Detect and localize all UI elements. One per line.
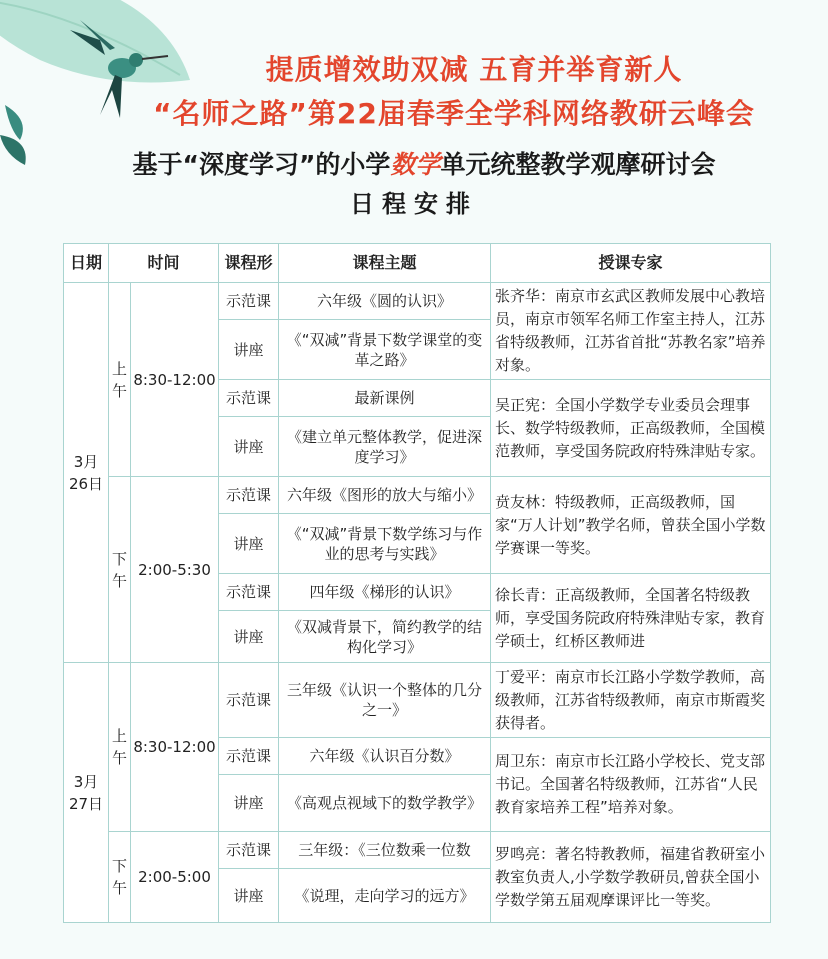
expert-cell: 吴正宪：全国小学数学专业委员会理事长、数学特级教师，正高级教师，全国模范教师，享受国务院政府特殊津贴专家。 (491, 380, 771, 477)
type-cell: 讲座 (219, 417, 279, 477)
topic-cell: 《“双减”背景下数学练习与作业的思考与实践》 (279, 514, 491, 574)
expert-cell: 丁爱平：南京市长江路小学数学教师，高级教师，江苏省特级教师，南京市斯霞奖获得者。 (491, 663, 771, 738)
slogan-title: 提质增效助双减 五育并举育新人 (265, 53, 683, 86)
seminar-title (10, 145, 828, 181)
time-cell: 8:30-12:00 (131, 283, 219, 477)
expert-cell: 罗鸣亮：著名特教教师，福建省教研室小教室负责人,小学数学教研员,曾获全国小学数学第五届观摩课评比一等奖。 (491, 832, 771, 923)
seminar-title-math: 数学 (390, 150, 441, 179)
expert-cell: 张齐华：南京市玄武区教师发展中心教培员，南京市领军名师工作室主持人，江苏省特级教师，江苏省首批“苏教名家”培养对象。 (491, 283, 771, 380)
type-cell: 讲座 (219, 869, 279, 923)
ampm-cell: 上午 (109, 663, 131, 832)
header-expert: 授课专家 (491, 244, 771, 283)
header-time: 时间 (109, 244, 219, 283)
topic-cell: 三年级《认识一个整体的几分之一》 (279, 663, 491, 738)
ampm-cell: 下午 (109, 477, 131, 663)
conference-title: “名师之路”第22届春季全学科网络教研云峰会 (153, 97, 755, 130)
type-cell: 讲座 (219, 611, 279, 663)
time-cell: 8:30-12:00 (131, 663, 219, 832)
type-cell: 示范课 (219, 738, 279, 775)
schedule-heading: 日程安排 (350, 190, 478, 218)
table-row (64, 832, 771, 869)
topic-cell: 六年级《圆的认识》 (279, 283, 491, 320)
type-cell: 示范课 (219, 477, 279, 514)
topic-cell: 三年级：《三位数乘一位数 (279, 832, 491, 869)
expert-cell: 徐长青：正高级教师，全国著名特级教师，享受国务院政府特殊津贴专家，教育学硕士，红桥区教师进 (491, 574, 771, 663)
topic-cell: 《建立单元整体教学，促进深度学习》 (279, 417, 491, 477)
ampm-cell: 上午 (109, 283, 131, 477)
type-cell: 讲座 (219, 320, 279, 380)
type-cell: 示范课 (219, 574, 279, 611)
topic-cell: 《“双减”背景下数学课堂的变革之路》 (279, 320, 491, 380)
schedule-table (63, 243, 771, 923)
topic-cell: 六年级《图形的放大与缩小》 (279, 477, 491, 514)
topic-cell: 《说理，走向学习的远方》 (279, 869, 491, 923)
topic-cell: 《双减背景下，简约教学的结构化学习》 (279, 611, 491, 663)
type-cell: 示范课 (219, 832, 279, 869)
seminar-title-pre: 基于“深度学习”的小学 (132, 150, 391, 179)
topic-cell: 《高观点视域下的数学教学》 (279, 775, 491, 832)
date-cell: 3月26日 (64, 283, 109, 663)
expert-cell: 周卫东：南京市长江路小学校长、党支部书记。全国著名特级教师，江苏省“人民教育家培养工程”培养对象。 (491, 738, 771, 832)
header-date: 日期 (64, 244, 109, 283)
table-row (64, 663, 771, 738)
date-cell: 3月27日 (64, 663, 109, 923)
topic-cell: 四年级《梯形的认识》 (279, 574, 491, 611)
type-cell: 示范课 (219, 283, 279, 320)
ampm-cell: 下午 (109, 832, 131, 923)
type-cell: 示范课 (219, 663, 279, 738)
topic-cell: 六年级《认识百分数》 (279, 738, 491, 775)
time-cell: 2:00-5:00 (131, 832, 219, 923)
expert-cell: 贲友林：特级教师，正高级教师，国家“万人计划”教学名师，曾获全国小学数学赛课一等奖。 (491, 477, 771, 574)
seminar-title-post: 单元统整教学观摩研讨会 (440, 150, 716, 179)
type-cell: 讲座 (219, 514, 279, 574)
header-type: 课程形 (219, 244, 279, 283)
topic-cell: 最新课例 (279, 380, 491, 417)
table-header-row (64, 244, 771, 283)
header-topic: 课程主题 (279, 244, 491, 283)
table-row (64, 477, 771, 514)
type-cell: 讲座 (219, 775, 279, 832)
table-row (64, 283, 771, 320)
time-cell: 2:00-5:30 (131, 477, 219, 663)
type-cell: 示范课 (219, 380, 279, 417)
